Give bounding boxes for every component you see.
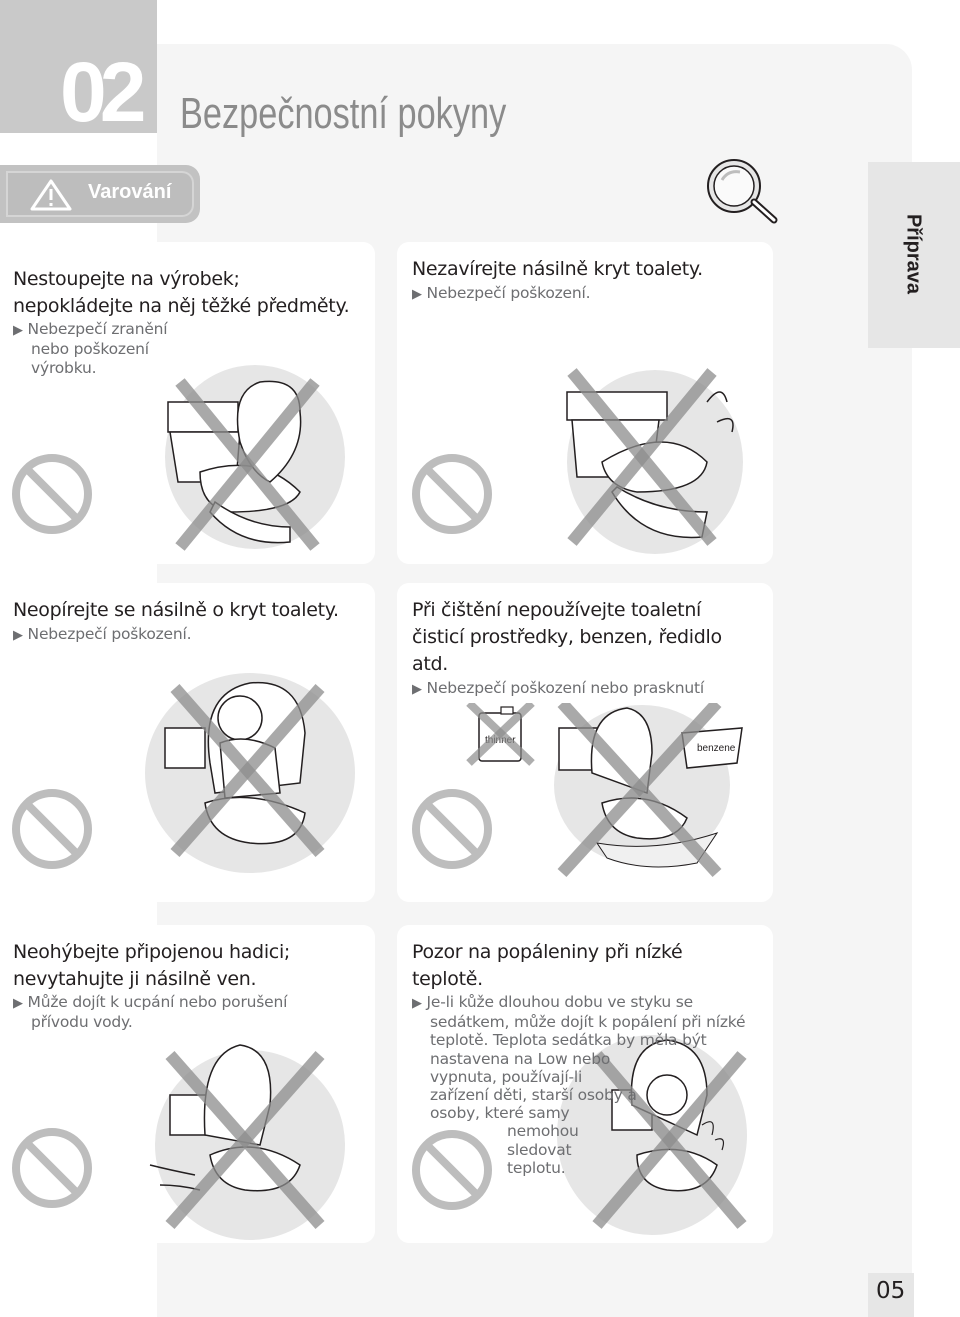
arrow-right-icon: ▶ <box>412 682 422 697</box>
safety-card-hose <box>0 925 375 1243</box>
thinner-label: thinner <box>485 735 516 746</box>
card-heading: Neopírejte se násilně o kryt toalety. <box>13 599 339 621</box>
card-heading: Nezavírejte násilně kryt toalety. <box>412 258 703 280</box>
side-tab[interactable] <box>868 162 960 348</box>
card-note: ▶ Je-li kůže dlouhou dobu ve styku se sedátkem, může dojít k popálení při nízké teplotě. Teplota sedátka by měla být nastavena na Low nebo vypnuta, používají-li zařízení děti, starší osoby a osoby, které samy nemohou sledovat teplotu. <box>412 993 746 1177</box>
arrow-right-icon: ▶ <box>13 628 23 643</box>
page-title: Bezpečnostní pokyny <box>180 89 507 138</box>
arrow-right-icon: ▶ <box>412 287 422 302</box>
card-note: ▶ Nebezpečí zranění nebo poškození výrobku. <box>13 320 168 377</box>
arrow-right-icon: ▶ <box>412 996 422 1011</box>
card-heading: Neohýbejte připojenou hadici; nevytahujte ji násilně ven. <box>13 941 291 990</box>
card-note: ▶ Nebezpečí poškození nebo prasknutí <box>412 679 704 697</box>
child-leaning-illustration <box>0 673 375 901</box>
card-note: ▶ Nebezpečí poškození. <box>13 625 192 643</box>
page-number: 05 <box>876 1278 906 1304</box>
warning-triangle-icon <box>30 179 72 211</box>
arrow-right-icon: ▶ <box>13 996 23 1011</box>
card-heading: Pozor na popáleniny při nízké teplotě. <box>412 941 683 990</box>
warning-label: Varování <box>88 181 172 203</box>
card-heading: Při čištění nepoužívejte toaletní čisticí prostředky, benzen, ředidlo atd. <box>412 599 722 675</box>
card-heading: Nestoupejte na výrobek; nepokládejte na něj těžké předměty. <box>13 268 350 317</box>
chemicals-illustration <box>397 703 773 901</box>
safety-card-low-temp-burn <box>397 925 773 1243</box>
magnifier-icon <box>700 158 780 224</box>
toilet-heavy-bag-illustration <box>0 362 375 562</box>
safety-card-no-standing <box>0 242 375 564</box>
card-note: ▶ Nebezpečí poškození. <box>412 284 591 302</box>
safety-card-no-slamming <box>397 242 773 564</box>
safety-card-no-chemicals <box>397 583 773 902</box>
toilet-lid-slam-illustration <box>397 342 773 562</box>
chapter-number: 02 <box>60 45 140 139</box>
safety-card-no-leaning <box>0 583 375 902</box>
side-tab-label: Příprava <box>902 213 925 295</box>
arrow-right-icon: ▶ <box>13 323 23 338</box>
warning-banner <box>0 165 200 223</box>
benzene-label: benzene <box>697 743 736 754</box>
hose-illustration <box>0 1025 375 1243</box>
card-note: ▶ Může dojít k ucpání nebo porušení přívodu vody. <box>13 993 288 1031</box>
